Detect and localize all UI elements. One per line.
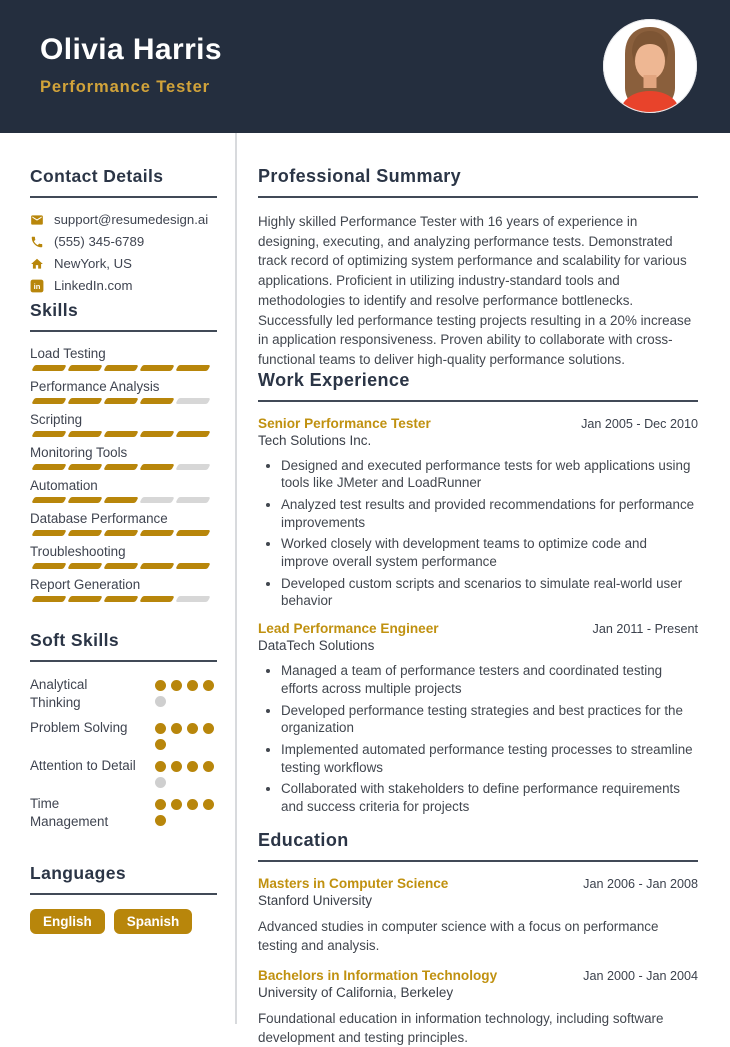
skill-segment-filled — [139, 398, 174, 404]
skill-level-bar — [30, 596, 217, 602]
rating-dot-filled — [155, 815, 166, 826]
soft-skill-label: Time Management — [30, 796, 109, 830]
soft-skills-list — [30, 676, 217, 831]
skill-segment-filled — [67, 497, 102, 503]
candidate-job-title: Performance Tester — [40, 78, 210, 96]
skill-item — [30, 511, 217, 536]
rating-dot-empty — [155, 777, 166, 788]
rating-dot-filled — [155, 680, 166, 691]
job-bullet: • Implemented automated performance testing processes to streamline testing workflows — [281, 741, 698, 776]
skill-segment-filled — [175, 563, 210, 569]
skill-segment-filled — [103, 563, 138, 569]
skill-segment-filled — [103, 464, 138, 470]
skill-level-bar — [30, 431, 217, 437]
avatar — [602, 18, 698, 114]
soft-skill-item — [30, 757, 217, 788]
skill-label: Monitoring Tools — [30, 445, 128, 460]
job-bullet: • Designed and executed performance tests for web applications using tools like JMeter and LoadRunner — [281, 457, 698, 492]
skill-segment-empty — [175, 398, 210, 404]
languages-heading-rule — [30, 893, 217, 895]
job-company: Tech Solutions Inc. — [258, 432, 372, 448]
soft-skill-label: Problem Solving — [30, 720, 128, 736]
soft-skill-rating — [155, 795, 217, 831]
contact-item — [30, 278, 217, 293]
rating-dot-filled — [187, 723, 198, 734]
skill-segment-filled — [67, 563, 102, 569]
education-school: University of California, Berkeley — [258, 984, 454, 1000]
rating-dot-filled — [203, 680, 214, 691]
soft-skill-rating — [155, 676, 217, 712]
rating-dot-filled — [203, 723, 214, 734]
skill-segment-filled — [31, 563, 66, 569]
skill-segment-filled — [31, 596, 66, 602]
skill-segment-filled — [31, 530, 66, 536]
job-bullet: • Worked closely with development teams to optimize code and improve overall system performance — [281, 535, 698, 570]
profile-photo — [602, 18, 698, 114]
education-degree: Masters in Computer Science — [258, 875, 449, 891]
skill-segment-filled — [31, 365, 66, 371]
job-entry — [258, 416, 698, 611]
soft-skill-label: Attention to Detail — [30, 758, 136, 774]
rating-dot-filled — [203, 799, 214, 810]
skill-segment-empty — [175, 497, 210, 503]
skill-segment-filled — [139, 530, 174, 536]
skill-level-bar — [30, 464, 217, 470]
experience-heading-rule — [258, 400, 698, 402]
education-entry — [258, 876, 698, 955]
skill-level-bar — [30, 497, 217, 503]
job-bullet: • Analyzed test results and provided recommendations for performance improvements — [281, 496, 698, 531]
rating-dot-filled — [203, 761, 214, 772]
rating-dot-filled — [155, 799, 166, 810]
skill-level-bar — [30, 530, 217, 536]
skill-level-bar — [30, 365, 217, 371]
job-company: DataTech Solutions — [258, 638, 375, 654]
job-bullet-list — [258, 662, 698, 816]
skill-segment-filled — [139, 464, 174, 470]
rating-dot-filled — [171, 761, 182, 772]
rating-dot-filled — [155, 723, 166, 734]
job-header — [258, 621, 698, 636]
home-icon — [30, 257, 44, 271]
languages-heading: Languages — [30, 863, 126, 884]
soft-skill-item — [30, 719, 217, 750]
skill-segment-empty — [139, 497, 174, 503]
skill-segment-filled — [175, 530, 210, 536]
skill-item — [30, 478, 217, 503]
skill-segment-filled — [67, 398, 102, 404]
contact-item-text: NewYork, US — [54, 256, 132, 271]
contact-item-text: support@resumedesign.ai — [54, 212, 209, 227]
skill-segment-empty — [175, 464, 210, 470]
skill-level-bar — [30, 398, 217, 404]
skill-item — [30, 379, 217, 404]
job-dates: Jan 2011 - Present — [592, 622, 698, 637]
skill-label: Scripting — [30, 412, 83, 427]
skill-segment-filled — [103, 431, 138, 437]
education-degree: Bachelors in Information Technology — [258, 967, 498, 983]
job-bullet: • Developed custom scripts and scenarios to simulate real-world user behavior — [281, 575, 698, 610]
skill-segment-filled — [31, 497, 66, 503]
skill-label: Load Testing — [30, 346, 106, 361]
skill-segment-filled — [103, 497, 138, 503]
job-bullet-list — [258, 457, 698, 611]
language-badge: Spanish — [114, 909, 193, 934]
skill-segment-filled — [67, 365, 102, 371]
sidebar — [0, 133, 237, 1024]
soft-skills-heading-rule — [30, 660, 217, 662]
skill-item — [30, 412, 217, 437]
education-entry — [258, 968, 698, 1047]
job-header — [258, 416, 698, 431]
rating-dot-filled — [187, 680, 198, 691]
contact-item-text: LinkedIn.com — [54, 278, 133, 293]
linkedin-icon — [30, 279, 44, 293]
education-school: Stanford University — [258, 892, 373, 908]
svg-text:in: in — [33, 281, 41, 291]
skill-item — [30, 544, 217, 569]
education-header — [258, 876, 698, 891]
job-title: Senior Performance Tester — [258, 415, 431, 431]
rating-dot-empty — [155, 696, 166, 707]
email-icon — [30, 213, 44, 227]
education-header — [258, 968, 698, 983]
job-bullet: • Managed a team of performance testers and coordinated testing efforts across multiple projects — [281, 662, 698, 697]
rating-dot-filled — [155, 761, 166, 772]
summary-heading: Professional Summary — [258, 166, 462, 186]
skill-label: Report Generation — [30, 577, 141, 592]
skill-segment-empty — [175, 596, 210, 602]
skill-segment-filled — [67, 431, 102, 437]
contact-item — [30, 234, 217, 249]
rating-dot-filled — [187, 799, 198, 810]
education-list — [258, 876, 698, 1047]
contact-item — [30, 212, 217, 227]
skills-heading: Skills — [30, 300, 79, 320]
skill-segment-filled — [103, 365, 138, 371]
skill-segment-filled — [103, 530, 138, 536]
contact-heading-rule — [30, 196, 217, 198]
skill-label: Performance Analysis — [30, 379, 160, 394]
skill-segment-filled — [139, 431, 174, 437]
skill-segment-filled — [139, 365, 174, 371]
education-description: Foundational education in information technology, including software development and testing principles. — [258, 1010, 664, 1045]
experience-heading: Work Experience — [258, 369, 410, 390]
skill-label: Troubleshooting — [30, 544, 126, 559]
education-dates: Jan 2006 - Jan 2008 — [583, 876, 698, 891]
experience-list — [258, 416, 698, 816]
rating-dot-filled — [171, 723, 182, 734]
job-bullet: • Collaborated with stakeholders to define performance requirements and success criteria for projects — [281, 780, 698, 815]
skill-label: Automation — [30, 478, 98, 493]
skill-segment-filled — [103, 398, 138, 404]
contact-heading: Contact Details — [30, 166, 164, 186]
soft-skills-heading: Soft Skills — [30, 630, 120, 650]
job-title: Lead Performance Engineer — [258, 621, 439, 637]
skill-segment-filled — [31, 398, 66, 404]
skills-list — [30, 346, 217, 602]
skill-item — [30, 577, 217, 602]
contact-list — [30, 212, 217, 293]
soft-skill-rating — [155, 719, 217, 750]
resume-body — [0, 133, 730, 1045]
education-heading-rule — [258, 860, 698, 862]
soft-skill-rating — [155, 757, 217, 788]
skill-segment-filled — [31, 464, 66, 470]
education-description: Advanced studies in computer science with a focus on performance testing and analysis. — [258, 918, 659, 953]
summary-text: Highly skilled Performance Tester with 16 years of experience in designing, executing, and analyzing performance tests. Demonstrated track record of optimizing system performance and scalability for various applications. Proficient in utilizing industry-standard tools and methodologies to identify and resolve performance bottlenecks. Successfully led performance testing projects resulting in a 20% increase in application responsiveness. Proven ability to collaborate with cross-functional teams to deliver high-quality performance solutions. — [258, 214, 692, 367]
rating-dot-filled — [171, 680, 182, 691]
languages-list — [30, 909, 217, 934]
resume-header — [0, 0, 730, 133]
skill-segment-filled — [67, 596, 102, 602]
summary-heading-rule — [258, 196, 698, 198]
phone-icon — [30, 235, 44, 249]
skill-label: Database Performance — [30, 511, 168, 526]
skill-segment-filled — [175, 431, 210, 437]
skill-level-bar — [30, 563, 217, 569]
skills-heading-rule — [30, 330, 217, 332]
contact-item — [30, 256, 217, 271]
contact-item-text: (555) 345-6789 — [54, 234, 145, 249]
skill-item — [30, 445, 217, 470]
main-column — [237, 133, 730, 1045]
soft-skill-item — [30, 795, 217, 831]
soft-skill-item — [30, 676, 217, 712]
job-entry — [258, 621, 698, 816]
candidate-name: Olivia Harris — [40, 33, 222, 66]
soft-skill-label: Analytical Thinking — [30, 677, 88, 711]
skill-segment-filled — [67, 530, 102, 536]
skill-segment-filled — [139, 563, 174, 569]
skill-segment-filled — [175, 365, 210, 371]
skill-segment-filled — [67, 464, 102, 470]
job-bullet: • Developed performance testing strategies and best practices for the organization — [281, 702, 698, 737]
rating-dot-filled — [187, 761, 198, 772]
language-badge: English — [30, 909, 105, 934]
skill-item — [30, 346, 217, 371]
education-dates: Jan 2000 - Jan 2004 — [583, 968, 698, 983]
skill-segment-filled — [31, 431, 66, 437]
education-heading: Education — [258, 829, 349, 850]
skill-segment-filled — [103, 596, 138, 602]
skill-segment-filled — [139, 596, 174, 602]
rating-dot-filled — [155, 739, 166, 750]
rating-dot-filled — [171, 799, 182, 810]
job-dates: Jan 2005 - Dec 2010 — [581, 416, 698, 431]
